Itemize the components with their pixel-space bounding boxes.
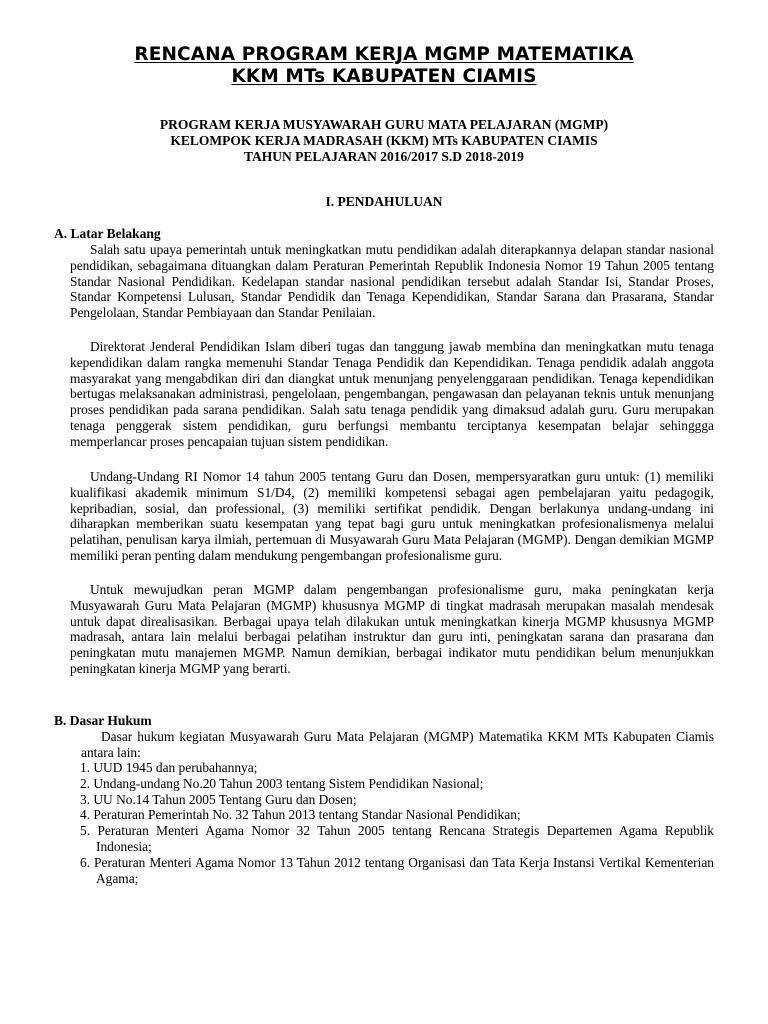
legal-basis-item: 2. Undang-undang No.20 Tahun 2003 tentang Sistem Pendidikan Nasional; [80, 775, 484, 791]
paragraph-latar-belakang-4: Untuk mewujudkan peran MGMP dalam pengembangan profesionalisme guru, maka peningkatan kerja Musyawarah Guru Mata Pelajaran (MGMP) khususnya MGMP di tingkat madrasah merupakan masalah mendesak untuk dapat direalisasikan. Berbagai upaya telah dilakukan untuk meningkatkan kinerja MGMP khususnya MGMP madrasah, antara lain melalui berbagai pelatihan instruktur dan guru inti, peningkatan sarana dan prasarana dan peningkatan mutu manajemen MGMP. Namun demikian, berbagai indikator mutu pendidikan belum menunjukkan peningkatan kinerja MGMP yang berarti. [70, 582, 714, 676]
legal-basis-list [80, 760, 714, 886]
subsection-heading-dasar-hukum: B. Dasar Hukum [54, 713, 152, 728]
legal-basis-item: 6. Peraturan Menteri Agama Nomor 13 Tahun 2012 tentang Organisasi dan Tata Kerja Instansi Vertikal Kementerian Agama; [80, 854, 714, 886]
program-subtitle-line-1: PROGRAM KERJA MUSYAWARAH GURU MATA PELAJARAN (MGMP) [159, 117, 609, 132]
legal-basis-item: 1. UUD 1945 dan perubahannya; [80, 760, 258, 775]
paragraph-latar-belakang-1: Salah satu upaya pemerintah untuk meningkatkan mutu pendidikan adalah diterapkannya delapan standar nasional pendidikan, sebagaimana dituangkan dalam Peraturan Pemerintah Republik Indonesia Nomor 19 Tahun 2005 tentang Standar Nasional Pendidikan. Kedelapan standar nasional pendidikan tersebut adalah Standar Isi, Standar Proses, Standar Kompetensi Lulusan, Standar Pendidik dan Tenaga Kependidikan, Standar Sarana dan Prasarana, Standar Pengelolaan, Standar Pembiayaan dan Standar Penilaian. [70, 242, 714, 321]
program-subtitle-line-3: TAHUN PELAJARAN 2016/2017 S.D 2018-2019 [244, 149, 524, 164]
program-subtitle-line-2: KELOMPOK KERJA MADRASAH (KKM) MTs KABUPATEN CIAMIS [170, 133, 598, 148]
paragraph-latar-belakang-3: Undang-Undang RI Nomor 14 tahun 2005 tentang Guru dan Dosen, mempersyaratkan guru untuk: (1) memiliki kualifikasi akademik minimum S1/D4, (2) memiliki kompetensi sebagai agen pembelajaran yaitu pedagogik, kepribadian, sosial, dan professional, (3) memiliki sertifikat pendidik. Dengan berlakunya undang-undang ini diharapkan memberikan suatu kesempatan yang tepat bagi guru untuk meningkatkan profesionalismenya melalui pelatihan, penulisan karya ilmiah, pertemuan di Musyawarah Guru Mata Pelajaran (MGMP). Dengan demikian MGMP memiliki peran penting dalam mendukung pengembangan profesionalisme guru. [70, 469, 714, 563]
document-title-line-2: KKM MTs KABUPATEN CIAMIS [231, 66, 537, 87]
section-heading-pendahuluan: I. PENDAHULUAN [325, 194, 443, 209]
legal-basis-item: 3. UU No.14 Tahun 2005 Tentang Guru dan Dosen; [80, 791, 357, 807]
document-title-line-1: RENCANA PROGRAM KERJA MGMP MATEMATIKA [134, 44, 634, 65]
paragraph-dasar-hukum-intro: Dasar hukum kegiatan Musyawarah Guru Mata Pelajaran (MGMP) Matematika KKM MTs Kabupaten Ciamis antara lain: [81, 729, 714, 760]
legal-basis-item: 5. Peraturan Menteri Agama Nomor 32 Tahun 2005 tentang Rencana Strategis Departemen Agama Republik Indonesia; [80, 823, 714, 854]
paragraph-latar-belakang-2: Direktorat Jenderal Pendidikan Islam diberi tugas dan tanggung jawab membina dan meningkatkan mutu tenaga kependidikan dalam rangka memenuhi Standar Tenaga Pendidik dan Kependidikan. Tenaga pendidik adalah anggota masyarakat yang mengabdikan diri dan diangkat untuk menunjang penyelenggaraan pendidikan. Tenaga kependidikan bertugas melaksanakan administrasi, pengelolaan, pengembangan, pengawasan dan pelayanan teknis untuk menunjang proses pendidikan pada sarana pendidikan. Salah satu tenaga pendidik yang dimaksud adalah guru. Guru merupakan tenaga penggerak sistem pendidikan, guru berfungsi membantu terciptanya kesempatan belajar sehinggga memperlancar proses pencapaian tujuan sistem pendidikan. [70, 339, 714, 449]
subsection-heading-latar-belakang: A. Latar Belakang [54, 226, 161, 241]
legal-basis-item: 4. Peraturan Pemerintah No. 32 Tahun 2013 tentang Standar Nasional Pendidikan; [80, 807, 521, 823]
